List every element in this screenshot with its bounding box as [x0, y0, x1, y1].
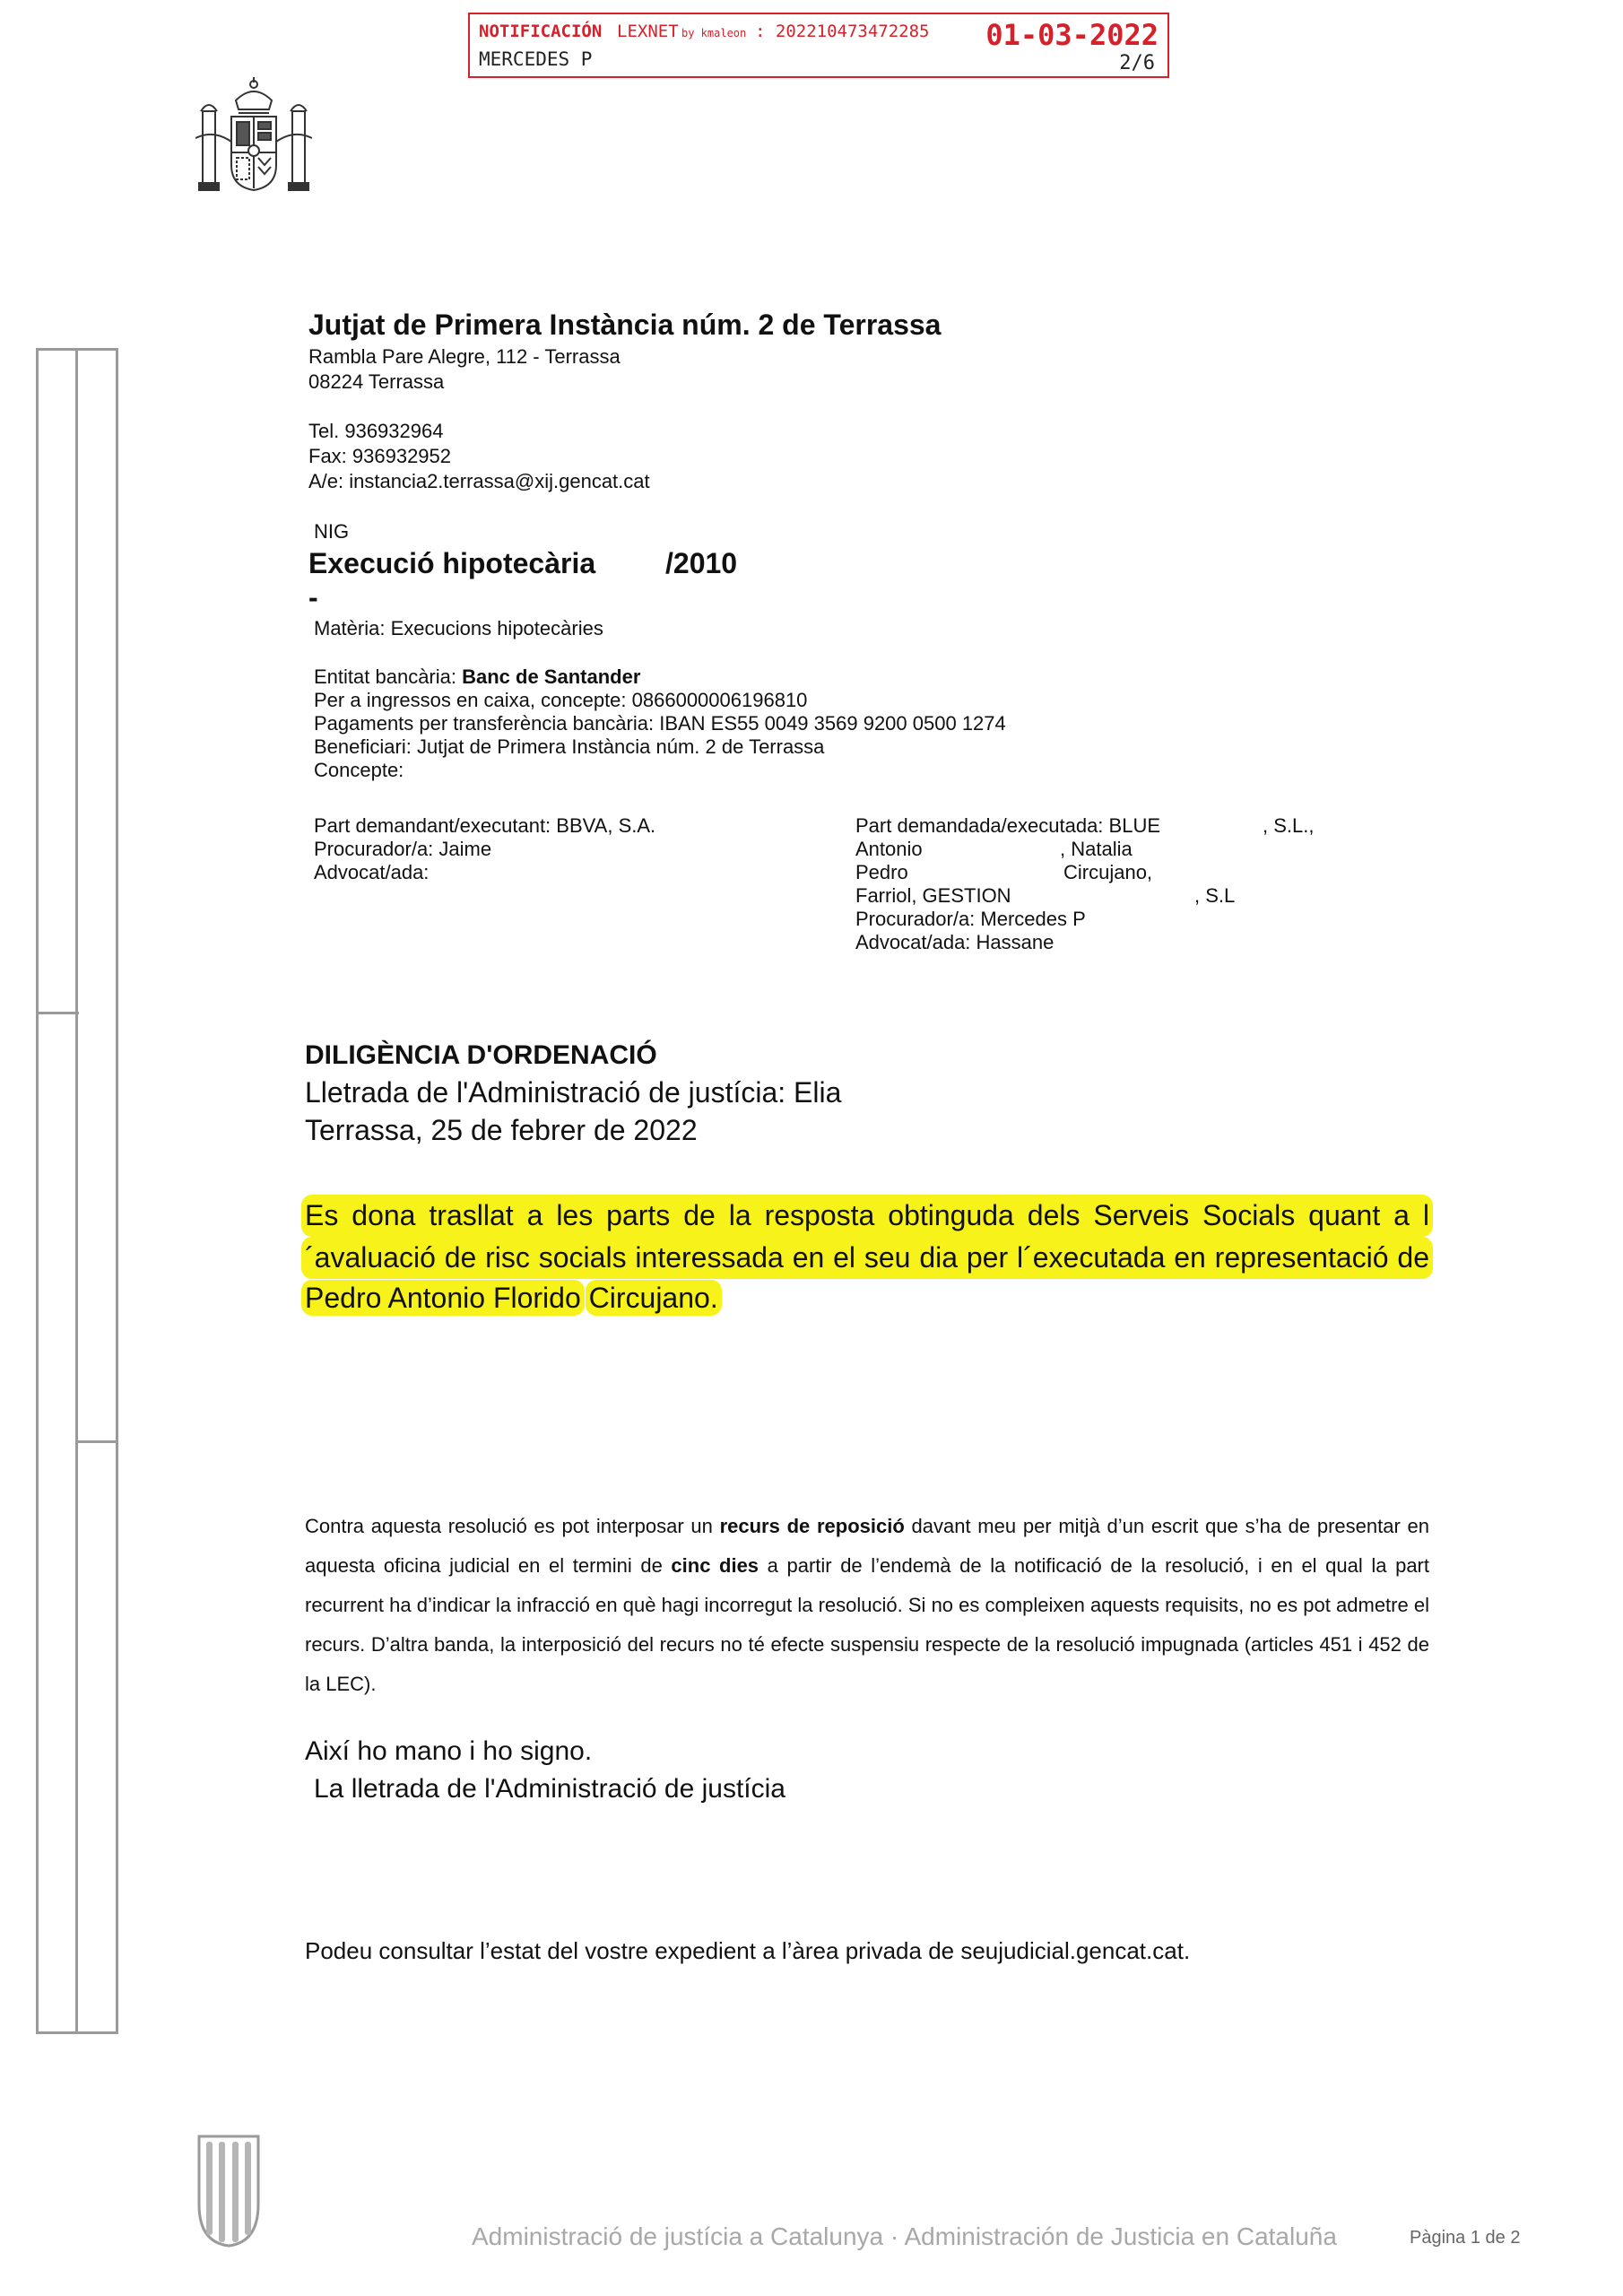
defendant-line4: Farriol, GESTION: [855, 884, 1011, 907]
bank-beneficiary: Beneficiari: Jutjat de Primera Instància núm. 2 de Terrassa: [314, 735, 825, 758]
court-email: A/e: instancia2.terrassa@xij.gencat.cat: [308, 470, 650, 492]
defendant-line2-b: , Natalia: [1060, 838, 1133, 860]
highlight: ´avaluació de risc socials interessada en el seu dia per l´executada en representació de: [301, 1237, 1433, 1279]
appeal-text: davant meu per mitjà d’un escrit que s’ha de presentar en aquesta oficina judicial en el termini de: [305, 1515, 1429, 1577]
highlight: Pedro Antonio Florido: [301, 1280, 585, 1316]
court-tel: Tel. 936932964: [308, 420, 444, 442]
plaintiff-procurador: Procurador/a: Jaime: [314, 838, 492, 860]
stamp-recipient: MERCEDES P: [479, 48, 593, 70]
appeal-text: a partir de l’endemà de la notificació de la resolució, i en el qual la part recurrent ha d’indicar la infracció en què hagi incorregut la resolució. Si no es compleixen aquests requisits, no es pot admetre el recurs. D’altra banda, la interposició del recurs no té efecte suspensiu respecte de la resolució impugnada (articles 451 i 452 de la LEC).: [305, 1554, 1429, 1695]
court-fax: Fax: 936932952: [308, 445, 452, 467]
appeal-bold: recurs de reposició: [719, 1515, 905, 1537]
case-type: Execució hipotecària: [308, 547, 596, 579]
diligence-body-line1: [305, 1195, 1429, 1237]
bank-entity-name: Banc de Santander: [462, 665, 641, 688]
spain-coat-of-arms-icon: [195, 75, 312, 201]
defendant-procurador: Procurador/a: Mercedes P: [855, 908, 1086, 930]
defendant-line3: Pedro: [855, 861, 908, 883]
consult-text: Podeu consultar l’estat del vostre expedient a l’àrea privada de seujudicial.gencat.cat.: [305, 1937, 1191, 1964]
defendant-line3-b: Circujano,: [1063, 861, 1153, 883]
bank-entity-label: Entitat bancària:: [314, 665, 463, 688]
diligence-body-line2: [305, 1237, 1429, 1279]
case-dash: -: [308, 581, 318, 613]
plaintiff: Part demandant/executant: BBVA, S.A.: [314, 814, 656, 837]
footer-page: Pàgina 1 de 2: [1410, 2228, 1521, 2248]
plaintiff-advocat: Advocat/ada:: [314, 861, 430, 883]
case-year: /2010: [665, 547, 738, 579]
appeal-text: Contra aquesta resolució es pot interposar un: [305, 1515, 720, 1537]
stamp-label: NOTIFICACIÓN: [479, 22, 603, 41]
margin-divider: [75, 348, 78, 2034]
appeal-bold: cinc dies: [671, 1554, 759, 1577]
stamp-page: 2/6: [1119, 52, 1155, 74]
appeal-notice: [305, 1507, 1429, 1704]
stamp-number: : 202210473472285: [755, 22, 930, 41]
bank-entity: [314, 665, 640, 689]
highlight: Circujano.: [586, 1280, 722, 1316]
diligence-body-line3: [305, 1279, 1429, 1318]
highlight: Es dona trasllat a les parts de la resposta obtinguda dels Serveis Socials quant a l: [301, 1195, 1433, 1237]
case-subject: Matèria: Execucions hipotecàries: [314, 617, 603, 639]
bank-transfer: Pagaments per transferència bancària: IBAN ES55 0049 3569 9200 0500 1274: [314, 712, 1006, 735]
margin-divider: [75, 1440, 118, 1443]
defendant-line2: Antonio: [855, 838, 923, 860]
defendant-advocat: Advocat/ada: Hassane: [855, 931, 1055, 953]
diligence-place-date: Terrassa, 25 de febrer de 2022: [305, 1114, 698, 1146]
catalonia-emblem-icon: [194, 2133, 264, 2248]
court-postcode: 08224 Terrassa: [308, 370, 445, 393]
defendant-suffix: , S.L.,: [1263, 814, 1315, 837]
case-nig: NIG: [314, 520, 350, 543]
defendant-line4-b: , S.L: [1194, 884, 1236, 907]
closing-line2: La lletrada de l'Administració de justícia: [314, 1774, 785, 1804]
stamp-date: 01-03-2022: [985, 18, 1159, 52]
notification-stamp: [468, 13, 1169, 78]
diligence-title: DILIGÈNCIA D'ORDENACIÓ: [305, 1040, 657, 1070]
stamp-system: LEXNET: [617, 22, 679, 41]
diligence-body: [305, 1195, 1429, 1318]
closing-line1: Així ho mano i ho signo.: [305, 1736, 593, 1766]
court-address: Rambla Pare Alegre, 112 - Terrassa: [308, 345, 621, 368]
margin-divider: [36, 1012, 79, 1014]
diligence-lletrada: Lletrada de l'Administració de justícia: Elia: [305, 1076, 842, 1109]
bank-deposit: Per a ingressos en caixa, concepte: 0866000006196810: [314, 689, 808, 711]
court-name: Jutjat de Primera Instància núm. 2 de Terrassa: [308, 309, 942, 341]
footer-text: Administració de justícia a Catalunya · Administración de Justicia en Cataluña: [472, 2222, 1337, 2250]
bank-concept: Concepte:: [314, 759, 404, 781]
defendant: Part demandada/executada: BLUE: [855, 814, 1161, 837]
stamp-by: by kmaleon: [681, 27, 747, 39]
